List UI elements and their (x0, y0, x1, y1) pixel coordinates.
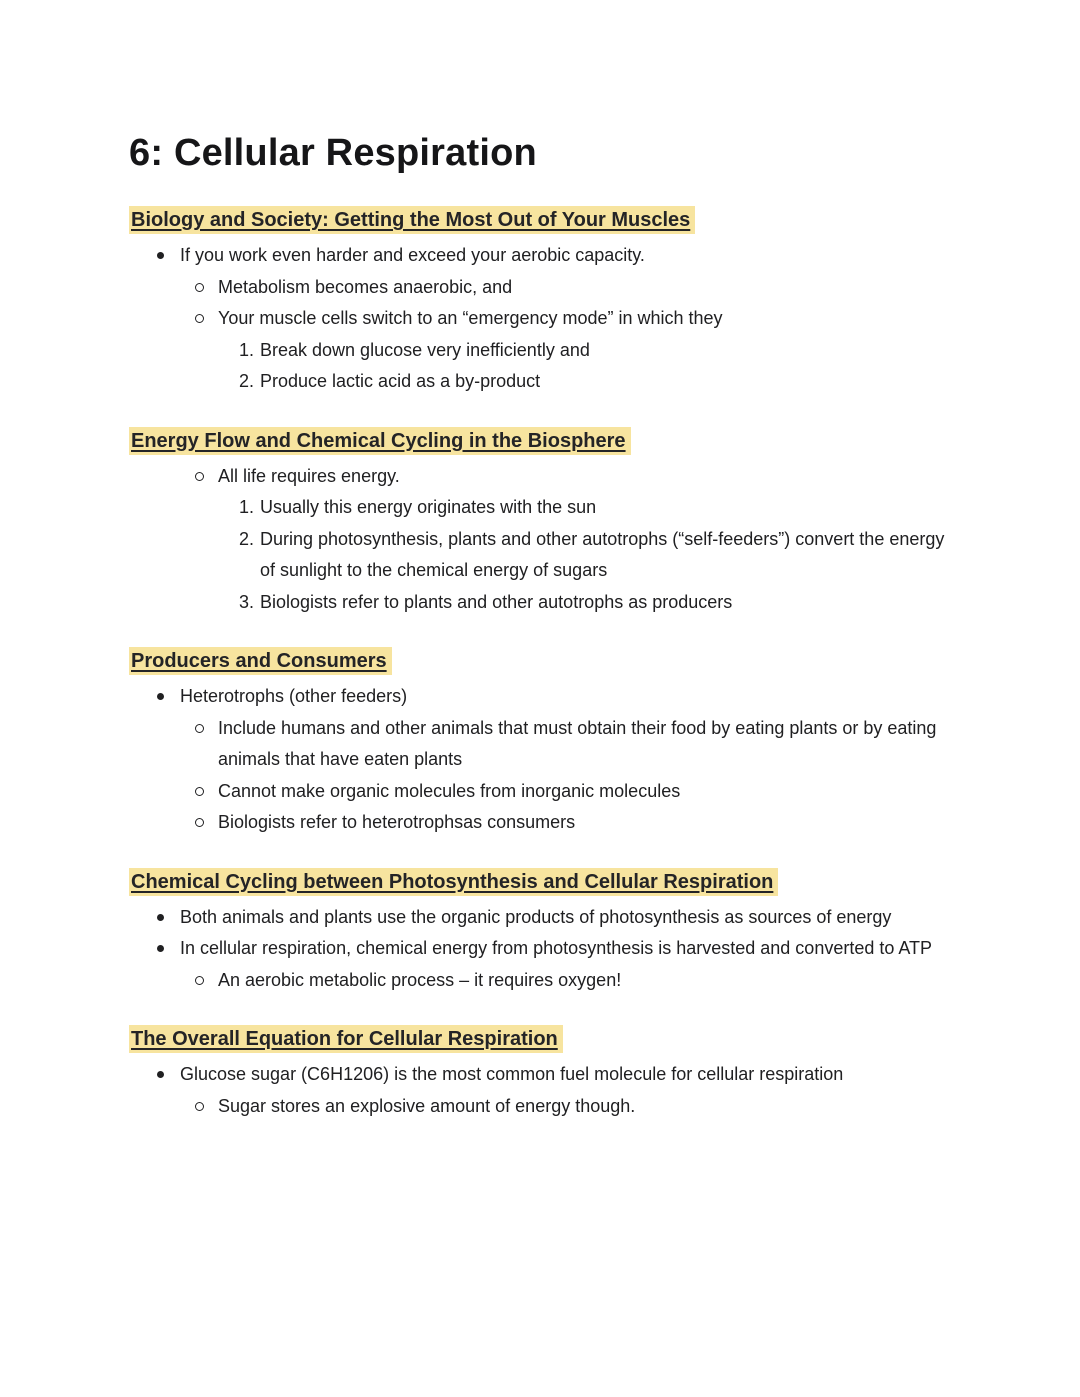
list-item (129, 965, 952, 997)
list-item (129, 902, 952, 934)
section-heading (129, 869, 952, 895)
list-item (129, 366, 952, 398)
disc-bullet-icon (157, 945, 164, 952)
highlighted-heading-text: Chemical Cycling between Photosynthesis and Cellular Respiration (129, 868, 778, 896)
disc-bullet-icon (157, 252, 164, 259)
list-item (129, 492, 952, 524)
list-item-text: Usually this energy originates with the sun (260, 497, 597, 517)
list-item (129, 1091, 952, 1123)
list-item-text: Biologists refer to heterotrophsas consumers (218, 812, 576, 832)
number-marker: 2. (238, 528, 254, 549)
disc-bullet-icon (157, 1071, 164, 1078)
highlighted-heading-text: Producers and Consumers (129, 647, 392, 675)
list-item-text: Break down glucose very inefficiently and (260, 339, 590, 360)
page-title: 6: Cellular Respiration (129, 132, 537, 174)
disc-bullet-icon (157, 914, 164, 921)
circle-bullet-icon (195, 1102, 204, 1111)
circle-bullet-icon (195, 472, 204, 481)
list-item-text: All life requires energy. (218, 465, 400, 486)
section-overall-equation (129, 1026, 952, 1122)
list-item-text: Produce lactic acid as a by-product (260, 371, 541, 391)
list-item-text: Sugar stores an explosive amount of energy though. (218, 1095, 636, 1116)
list-item (129, 524, 952, 587)
list-item (129, 587, 952, 619)
list-item-text: Cannot make organic molecules from inorganic molecules (218, 780, 681, 801)
section-biology-and-society (129, 207, 952, 398)
section-chemical-cycling (129, 869, 952, 997)
disc-bullet-icon (157, 693, 164, 700)
list-item-text: Your muscle cells switch to an “emergency mode” in which they (218, 308, 723, 328)
list-item-text: Both animals and plants use the organic products of photosynthesis as sources of energy (180, 906, 892, 927)
section-heading (129, 428, 952, 454)
list-item (129, 933, 952, 965)
highlighted-heading-text: Energy Flow and Chemical Cycling in the Biosphere (129, 427, 631, 455)
list-item (129, 272, 952, 304)
list-item-text: Biologists refer to plants and other autotrophs as producers (260, 591, 733, 612)
list-item (129, 335, 952, 367)
circle-bullet-icon (195, 283, 204, 292)
section-heading (129, 648, 952, 674)
number-marker: 2. (238, 371, 254, 391)
highlighted-heading-text: The Overall Equation for Cellular Respiration (129, 1025, 563, 1053)
circle-bullet-icon (195, 818, 204, 827)
list-item-text: An aerobic metabolic process – it requires oxygen! (218, 969, 622, 990)
section-producers-consumers (129, 648, 952, 839)
list-item (129, 681, 952, 713)
section-heading (129, 207, 952, 233)
list-item-text: Include humans and other animals that must obtain their food by eating plants or by eating animals that have eaten plants (218, 717, 937, 769)
list-item-text: Glucose sugar (C6H1206) is the most common fuel molecule for cellular respiration (180, 1064, 844, 1084)
list-item-text: In cellular respiration, chemical energy from photosynthesis is harvested and converted to ATP (180, 938, 933, 958)
list-item (129, 240, 952, 272)
circle-bullet-icon (195, 724, 204, 733)
list-item-text: During photosynthesis, plants and other autotrophs (“self-feeders”) convert the energy of sunlight to the chemical energy of sugars (260, 528, 945, 580)
list-item-text: Metabolism becomes anaerobic, and (218, 276, 513, 297)
circle-bullet-icon (195, 787, 204, 796)
list-item-text: If you work even harder and exceed your aerobic capacity. (180, 245, 645, 265)
circle-bullet-icon (195, 976, 204, 985)
number-marker: 3. (238, 591, 254, 612)
list-item (129, 776, 952, 808)
list-item (129, 807, 952, 839)
circle-bullet-icon (195, 314, 204, 323)
list-item (129, 461, 952, 493)
number-marker: 1. (238, 339, 254, 360)
list-item (129, 1059, 952, 1091)
list-item (129, 303, 952, 335)
section-energy-flow (129, 428, 952, 619)
highlighted-heading-text: Biology and Society: Getting the Most Out of Your Muscles (129, 206, 695, 234)
number-marker: 1. (238, 497, 254, 517)
list-item-text: Heterotrophs (other feeders) (180, 686, 408, 706)
list-item (129, 713, 952, 776)
section-heading (129, 1026, 952, 1052)
